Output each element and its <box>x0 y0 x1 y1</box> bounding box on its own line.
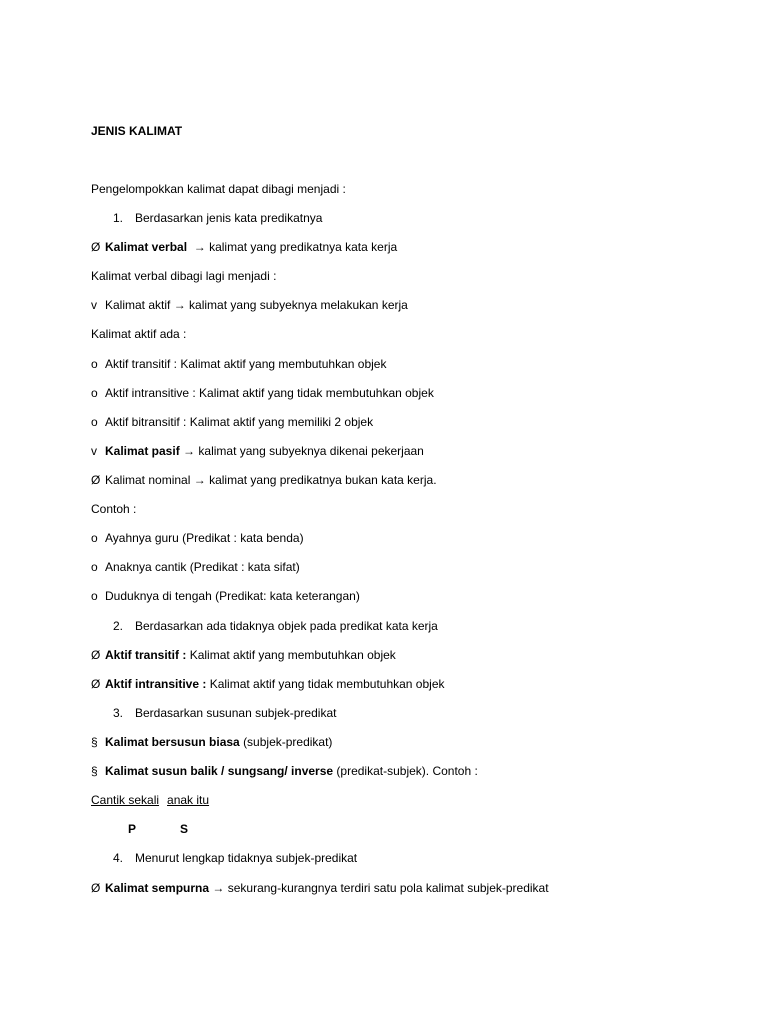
definition-text: Kalimat aktif yang membutuhkan objek <box>189 648 396 662</box>
list-item-text: Aktif intransitive : Kalimat aktif yang tidak membutuhkan objek <box>105 386 434 400</box>
numbered-item-3 <box>113 705 336 721</box>
intro-text: Pengelompokkan kalimat dapat dibagi menjadi : <box>91 182 346 196</box>
item-number: 4. <box>113 851 124 865</box>
term-label: Kalimat susun balik / sungsang/ inverse <box>105 764 334 778</box>
definition-text: kalimat yang subyeknya dikenai pekerjaan <box>198 444 424 458</box>
predicate-marker: P <box>128 822 137 836</box>
subject-marker: S <box>180 822 189 836</box>
bullet: Ø <box>91 881 101 895</box>
bullet: v <box>91 298 97 312</box>
verbal-split-text: Kalimat verbal dibagi lagi menjadi : <box>91 269 277 283</box>
aktif-line <box>91 297 408 313</box>
arrow-icon: → <box>173 298 186 312</box>
pasif-line <box>91 443 424 459</box>
list-item-text: Ayahnya guru (Predikat : kata benda) <box>105 531 304 545</box>
definition-text: sekurang-kurangnya terdiri satu pola kalimat subjek-predikat <box>227 881 549 895</box>
document-title: JENIS KALIMAT <box>91 124 183 138</box>
term-label: Kalimat sempurna <box>105 881 210 895</box>
list-item-text: Duduknya di tengah (Predikat: kata keterangan) <box>105 589 360 603</box>
item-text: Menurut lengkap tidaknya subjek-predikat <box>135 851 358 865</box>
list-item <box>91 559 300 575</box>
verbal-line <box>91 239 397 255</box>
term-label: Kalimat verbal <box>105 240 188 254</box>
list-item <box>91 356 386 372</box>
bullet: v <box>91 444 97 458</box>
subject-text: anak itu <box>167 793 210 807</box>
numbered-item-2 <box>113 618 438 634</box>
bullet: Ø <box>91 473 101 487</box>
list-item-text: Aktif transitif : Kalimat aktif yang membutuhkan objek <box>105 357 387 371</box>
numbered-item-4 <box>113 850 357 866</box>
bullet: § <box>91 764 98 778</box>
arrow-icon: → <box>193 473 206 487</box>
example-sentence <box>91 792 209 808</box>
term-label: Kalimat bersusun biasa <box>105 735 240 749</box>
list-item <box>91 588 360 604</box>
bullet: Ø <box>91 648 101 662</box>
arrow-icon: → <box>183 444 196 458</box>
term-label: Aktif transitif : <box>105 648 187 662</box>
definition-text: kalimat yang predikatnya bukan kata kerja. <box>209 473 437 487</box>
item-text: Berdasarkan jenis kata predikatnya <box>135 211 323 225</box>
aktif-ada-text: Kalimat aktif ada : <box>91 327 187 341</box>
item-text: Berdasarkan ada tidaknya objek pada predikat kata kerja <box>135 619 438 633</box>
list-item <box>91 647 396 663</box>
definition-text: kalimat yang subyeknya melakukan kerja <box>189 298 408 312</box>
numbered-item-1 <box>113 210 322 226</box>
item-number: 2. <box>113 619 124 633</box>
bullet: § <box>91 735 98 749</box>
term-label: Kalimat nominal <box>105 473 191 487</box>
term-label: Kalimat pasif <box>105 444 180 458</box>
bullet: o <box>91 531 98 545</box>
item-number: 3. <box>113 706 124 720</box>
list-item <box>91 385 434 401</box>
bullet: Ø <box>91 677 101 691</box>
nominal-line <box>91 472 437 488</box>
bullet: o <box>91 589 98 603</box>
sempurna-line <box>91 880 549 896</box>
arrow-icon: → <box>193 240 206 254</box>
definition-text: Kalimat aktif yang tidak membutuhkan objek <box>209 677 445 691</box>
bullet: o <box>91 560 98 574</box>
list-item-text: Aktif bitransitif : Kalimat aktif yang memiliki 2 objek <box>105 415 374 429</box>
bullet: o <box>91 357 98 371</box>
arrow-icon: → <box>212 881 225 895</box>
term-label: Aktif intransitive : <box>105 677 207 691</box>
item-number: 1. <box>113 211 124 225</box>
bullet: o <box>91 386 98 400</box>
term-label: Kalimat aktif <box>105 298 171 312</box>
list-item <box>91 414 373 430</box>
predicate-text: Cantik sekali <box>91 793 160 807</box>
list-item <box>91 676 445 692</box>
susun-biasa-line <box>91 734 332 750</box>
bullet: Ø <box>91 240 101 254</box>
susun-balik-line <box>91 763 478 779</box>
definition-text: kalimat yang predikatnya kata kerja <box>209 240 398 254</box>
bullet: o <box>91 415 98 429</box>
list-item <box>91 530 304 546</box>
contoh-label: Contoh : <box>91 502 137 516</box>
item-text: Berdasarkan susunan subjek-predikat <box>135 706 337 720</box>
definition-text: (subjek-predikat) <box>243 735 333 749</box>
definition-text: (predikat-subjek). Contoh : <box>336 764 478 778</box>
list-item-text: Anaknya cantik (Predikat : kata sifat) <box>105 560 300 574</box>
